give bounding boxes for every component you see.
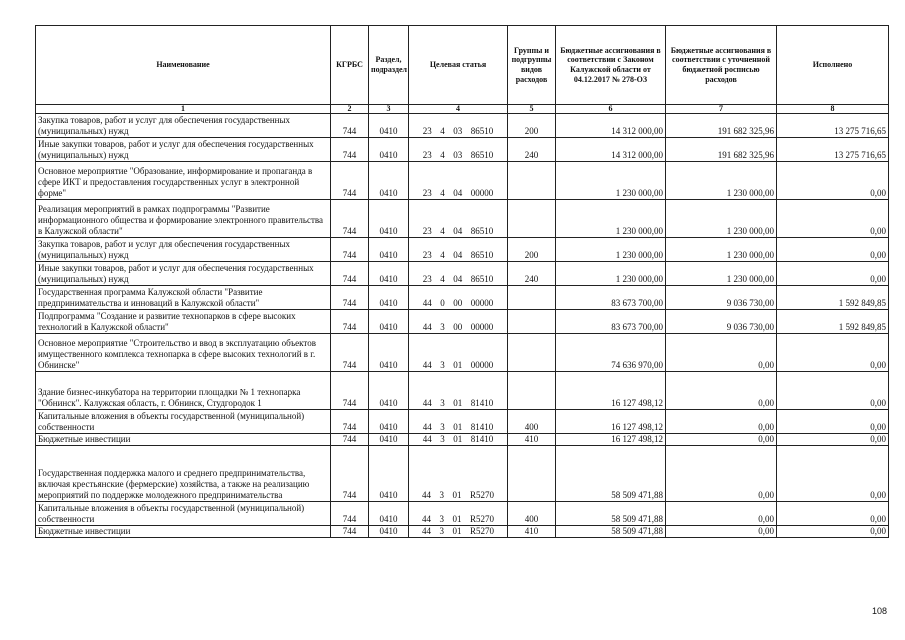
- row-kgrbs: 744: [331, 162, 369, 200]
- row-name: Иные закупки товаров, работ и услуг для обеспечения государственных (муниципальных) нужд: [36, 262, 331, 286]
- column-number-row: [36, 105, 889, 114]
- row-section: 0410: [369, 502, 409, 526]
- row-budget-law: 1 230 000,00: [556, 162, 666, 200]
- row-executed: 1 592 849,85: [777, 286, 889, 310]
- row-budget-law: 14 312 000,00: [556, 114, 666, 138]
- row-group: 400: [508, 410, 556, 434]
- row-group: 240: [508, 262, 556, 286]
- row-executed: 0,00: [777, 238, 889, 262]
- row-budget-refined: 191 682 325,96: [666, 114, 777, 138]
- row-target: 44 3 01 81410: [409, 410, 508, 434]
- row-budget-refined: 0,00: [666, 526, 777, 538]
- row-target: 23 4 04 86510: [409, 262, 508, 286]
- header-budget-refined: Бюджетные ассигнования в соответствии с уточненной бюджетной росписью расходов: [666, 26, 777, 105]
- row-section: 0410: [369, 114, 409, 138]
- row-name: Закупка товаров, работ и услуг для обеспечения государственных (муниципальных) нужд: [36, 238, 331, 262]
- row-budget-refined: 9 036 730,00: [666, 310, 777, 334]
- header-kgrbs: КГРБС: [331, 26, 369, 105]
- row-budget-law: 16 127 498,12: [556, 434, 666, 446]
- row-executed: 0,00: [777, 162, 889, 200]
- header-group: Группы и подгруппы видов расходов: [508, 26, 556, 105]
- row-budget-law: 83 673 700,00: [556, 286, 666, 310]
- row-group: 410: [508, 526, 556, 538]
- row-executed: 0,00: [777, 372, 889, 410]
- row-target: 44 3 01 R5270: [409, 526, 508, 538]
- row-kgrbs: 744: [331, 200, 369, 238]
- row-budget-refined: 0,00: [666, 372, 777, 410]
- column-number: 4: [409, 105, 508, 114]
- row-target: 44 3 01 00000: [409, 334, 508, 372]
- row-kgrbs: 744: [331, 286, 369, 310]
- row-executed: 0,00: [777, 334, 889, 372]
- row-target: 23 4 03 86510: [409, 138, 508, 162]
- row-name: Иные закупки товаров, работ и услуг для обеспечения государственных (муниципальных) нужд: [36, 138, 331, 162]
- row-executed: 0,00: [777, 262, 889, 286]
- row-group: [508, 372, 556, 410]
- row-group: [508, 200, 556, 238]
- row-target: 44 3 01 R5270: [409, 446, 508, 502]
- row-executed: 0,00: [777, 200, 889, 238]
- row-name: Основное мероприятие "Строительство и ввод в эксплуатацию объектов имущественного комплекса технопарка в сфере высоких технологий в г. Обнинске": [36, 334, 331, 372]
- column-number: 6: [556, 105, 666, 114]
- row-target: 44 3 01 81410: [409, 434, 508, 446]
- header-row: [36, 26, 889, 105]
- row-group: [508, 446, 556, 502]
- table-row: [36, 502, 889, 526]
- row-executed: 13 275 716,65: [777, 138, 889, 162]
- header-target: Целевая статья: [409, 26, 508, 105]
- row-kgrbs: 744: [331, 310, 369, 334]
- row-budget-refined: 9 036 730,00: [666, 286, 777, 310]
- row-budget-law: 1 230 000,00: [556, 200, 666, 238]
- row-group: 200: [508, 114, 556, 138]
- column-number: 7: [666, 105, 777, 114]
- row-budget-law: 58 509 471,88: [556, 502, 666, 526]
- row-executed: 0,00: [777, 446, 889, 502]
- row-budget-law: 74 636 970,00: [556, 334, 666, 372]
- row-budget-law: 14 312 000,00: [556, 138, 666, 162]
- table-row: [36, 446, 889, 502]
- row-group: [508, 162, 556, 200]
- row-budget-law: 16 127 498,12: [556, 410, 666, 434]
- row-section: 0410: [369, 434, 409, 446]
- row-section: 0410: [369, 200, 409, 238]
- header-name: Наименование: [36, 26, 331, 105]
- column-number: 8: [777, 105, 889, 114]
- row-kgrbs: 744: [331, 502, 369, 526]
- row-budget-refined: 191 682 325,96: [666, 138, 777, 162]
- row-section: 0410: [369, 526, 409, 538]
- row-name: Основное мероприятие "Образование, информирование и пропаганда в сфере ИКТ и предоставления государственных услуг в электронной форме": [36, 162, 331, 200]
- row-executed: 0,00: [777, 434, 889, 446]
- row-target: 44 3 01 R5270: [409, 502, 508, 526]
- row-target: 23 4 04 00000: [409, 162, 508, 200]
- row-name: Реализация мероприятий в рамках подпрограммы "Развитие информационного общества и формирование электронного правительства в Калужской области": [36, 200, 331, 238]
- row-group: [508, 310, 556, 334]
- table-row: [36, 114, 889, 138]
- table-row: [36, 162, 889, 200]
- table-row: [36, 310, 889, 334]
- row-executed: 0,00: [777, 410, 889, 434]
- row-budget-refined: 1 230 000,00: [666, 238, 777, 262]
- table-row: [36, 262, 889, 286]
- row-section: 0410: [369, 334, 409, 372]
- table-row: [36, 334, 889, 372]
- row-executed: 0,00: [777, 526, 889, 538]
- row-group: 400: [508, 502, 556, 526]
- row-target: 23 4 04 86510: [409, 238, 508, 262]
- row-budget-law: 58 509 471,88: [556, 446, 666, 502]
- row-name: Закупка товаров, работ и услуг для обеспечения государственных (муниципальных) нужд: [36, 114, 331, 138]
- row-name: Здание бизнес-инкубатора на территории площадки № 1 технопарка "Обнинск". Калужская область, г. Обнинск, Студгородок 1: [36, 372, 331, 410]
- table-row: [36, 434, 889, 446]
- table-row: [36, 138, 889, 162]
- budget-table: [35, 25, 889, 538]
- row-kgrbs: 744: [331, 138, 369, 162]
- row-target: 23 4 03 86510: [409, 114, 508, 138]
- row-group: 410: [508, 434, 556, 446]
- table-row: [36, 238, 889, 262]
- row-budget-refined: 0,00: [666, 434, 777, 446]
- row-executed: 1 592 849,85: [777, 310, 889, 334]
- row-target: 23 4 04 86510: [409, 200, 508, 238]
- row-budget-refined: 1 230 000,00: [666, 162, 777, 200]
- table-row: [36, 286, 889, 310]
- row-kgrbs: 744: [331, 446, 369, 502]
- table-body: [36, 114, 889, 538]
- row-name: Капитальные вложения в объекты государственной (муниципальной) собственности: [36, 502, 331, 526]
- column-number: 5: [508, 105, 556, 114]
- row-executed: 0,00: [777, 502, 889, 526]
- row-group: [508, 334, 556, 372]
- row-budget-refined: 0,00: [666, 410, 777, 434]
- row-name: Капитальные вложения в объекты государственной (муниципальной) собственности: [36, 410, 331, 434]
- row-budget-law: 1 230 000,00: [556, 262, 666, 286]
- header-budget-law: Бюджетные ассигнования в соответствии с Законом Калужской области от 04.12.2017 № 278-ОЗ: [556, 26, 666, 105]
- row-name: Бюджетные инвестиции: [36, 434, 331, 446]
- row-section: 0410: [369, 310, 409, 334]
- row-kgrbs: 744: [331, 238, 369, 262]
- row-kgrbs: 744: [331, 114, 369, 138]
- row-budget-refined: 0,00: [666, 502, 777, 526]
- row-name: Бюджетные инвестиции: [36, 526, 331, 538]
- row-kgrbs: 744: [331, 434, 369, 446]
- row-budget-refined: 1 230 000,00: [666, 200, 777, 238]
- row-budget-law: 83 673 700,00: [556, 310, 666, 334]
- row-group: [508, 286, 556, 310]
- row-group: 200: [508, 238, 556, 262]
- header-section: Раздел, подраздел: [369, 26, 409, 105]
- row-budget-law: 58 509 471,88: [556, 526, 666, 538]
- row-section: 0410: [369, 238, 409, 262]
- column-number: 3: [369, 105, 409, 114]
- row-section: 0410: [369, 162, 409, 200]
- row-budget-law: 1 230 000,00: [556, 238, 666, 262]
- row-executed: 13 275 716,65: [777, 114, 889, 138]
- row-kgrbs: 744: [331, 410, 369, 434]
- row-section: 0410: [369, 410, 409, 434]
- row-section: 0410: [369, 138, 409, 162]
- row-kgrbs: 744: [331, 334, 369, 372]
- row-budget-refined: 1 230 000,00: [666, 262, 777, 286]
- page-number: 108: [871, 606, 887, 616]
- table-row: [36, 372, 889, 410]
- table-row: [36, 526, 889, 538]
- row-name: Государственная поддержка малого и среднего предпринимательства, включая крестьянские (фермерские) хозяйства, а также на реализацию мероприятий по поддержке молодежного предпринимательства: [36, 446, 331, 502]
- row-section: 0410: [369, 286, 409, 310]
- row-kgrbs: 744: [331, 262, 369, 286]
- row-target: 44 0 00 00000: [409, 286, 508, 310]
- row-kgrbs: 744: [331, 372, 369, 410]
- table-row: [36, 410, 889, 434]
- column-number: 1: [36, 105, 331, 114]
- header-executed: Исполнено: [777, 26, 889, 105]
- row-section: 0410: [369, 372, 409, 410]
- row-name: Государственная программа Калужской области "Развитие предпринимательства и инноваций в Калужской области": [36, 286, 331, 310]
- row-group: 240: [508, 138, 556, 162]
- row-name: Подпрограмма "Создание и развитие технопарков в сфере высоких технологий в Калужской области": [36, 310, 331, 334]
- row-budget-refined: 0,00: [666, 334, 777, 372]
- row-target: 44 3 00 00000: [409, 310, 508, 334]
- row-section: 0410: [369, 446, 409, 502]
- row-kgrbs: 744: [331, 526, 369, 538]
- column-number: 2: [331, 105, 369, 114]
- row-budget-refined: 0,00: [666, 446, 777, 502]
- row-budget-law: 16 127 498,12: [556, 372, 666, 410]
- row-target: 44 3 01 81410: [409, 372, 508, 410]
- row-section: 0410: [369, 262, 409, 286]
- table-row: [36, 200, 889, 238]
